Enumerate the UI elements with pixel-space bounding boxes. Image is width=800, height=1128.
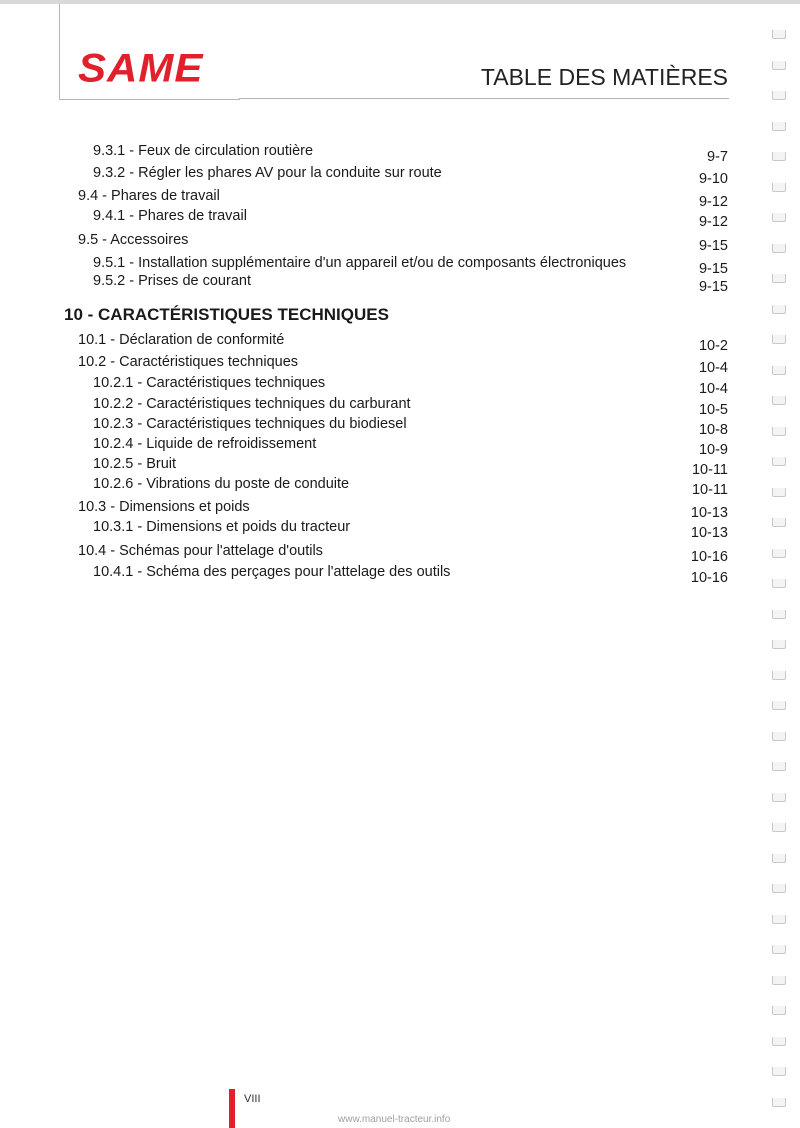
toc-entry-label: 10.2.6 - Vibrations du poste de conduite bbox=[93, 476, 350, 492]
toc-entry-label: 9.5 - Accessoires bbox=[78, 232, 189, 248]
toc-entry-page: 10-11 bbox=[691, 462, 728, 478]
binding-hole bbox=[772, 518, 786, 527]
binding-hole bbox=[772, 30, 786, 39]
binding-hole bbox=[772, 366, 786, 375]
binding-hole bbox=[772, 915, 786, 924]
binding-hole bbox=[772, 945, 786, 954]
footer-page-number: VIII bbox=[244, 1093, 261, 1105]
toc-entry-page: 10-4 bbox=[698, 360, 728, 376]
toc-entry[interactable] bbox=[0, 165, 800, 185]
binding-hole bbox=[772, 488, 786, 497]
toc-entry[interactable] bbox=[0, 232, 800, 252]
toc-entry[interactable] bbox=[0, 396, 800, 416]
binding-hole bbox=[772, 701, 786, 710]
binding-hole bbox=[772, 549, 786, 558]
toc-entry-page: 9-7 bbox=[707, 149, 728, 165]
toc-entry[interactable] bbox=[0, 208, 800, 228]
toc-entry-page: 10-16 bbox=[690, 549, 728, 565]
toc-entry-page: 9-12 bbox=[698, 194, 728, 210]
binding-hole bbox=[772, 854, 786, 863]
toc-entry[interactable] bbox=[0, 416, 800, 436]
toc-entry[interactable] bbox=[0, 436, 800, 456]
toc-entry-page: 10-13 bbox=[690, 505, 728, 521]
toc-entry-page: 9-15 bbox=[698, 261, 728, 277]
binding-hole bbox=[772, 1067, 786, 1076]
binding-hole bbox=[772, 793, 786, 802]
toc-entry-page: 9-10 bbox=[698, 171, 728, 187]
spiral-binding bbox=[772, 30, 788, 1110]
binding-hole bbox=[772, 610, 786, 619]
binding-hole bbox=[772, 274, 786, 283]
binding-hole bbox=[772, 884, 786, 893]
toc-entry-label: 9.5.2 - Prises de courant bbox=[93, 273, 251, 289]
toc-entry-label: 10.4.1 - Schéma des perçages pour l'attelage des outils bbox=[93, 564, 451, 580]
toc-entry-label: 10 - CARACTÉRISTIQUES TECHNIQUES bbox=[64, 305, 389, 324]
toc-entry[interactable] bbox=[0, 476, 800, 496]
binding-hole bbox=[772, 823, 786, 832]
toc-entry-page: 10-8 bbox=[698, 422, 728, 438]
binding-hole bbox=[772, 396, 786, 405]
toc-entry-label: 10.1 - Déclaration de conformité bbox=[78, 332, 285, 348]
binding-hole bbox=[772, 976, 786, 985]
toc-entry[interactable] bbox=[0, 332, 800, 352]
toc-entry[interactable] bbox=[0, 519, 800, 539]
toc-entry-label: 9.3.1 - Feux de circulation routière bbox=[93, 143, 314, 159]
toc-entry-label: 10.2.4 - Liquide de refroidissement bbox=[93, 436, 317, 452]
toc-entry[interactable] bbox=[0, 499, 800, 519]
binding-hole bbox=[772, 305, 786, 314]
toc-entry-page: 9-15 bbox=[698, 238, 728, 254]
toc-entry-page: 10-16 bbox=[690, 570, 728, 586]
binding-hole bbox=[772, 457, 786, 466]
binding-hole bbox=[772, 213, 786, 222]
toc-entry-label: 10.4 - Schémas pour l'attelage d'outils bbox=[78, 543, 323, 559]
footer-accent-bar bbox=[229, 1089, 235, 1128]
toc-entry[interactable] bbox=[0, 543, 800, 563]
binding-hole bbox=[772, 335, 786, 344]
toc-entry-label: 9.4 - Phares de travail bbox=[78, 188, 220, 204]
toc-chapter-heading[interactable] bbox=[0, 305, 800, 325]
toc-entry-label: 9.3.2 - Régler les phares AV pour la conduite sur route bbox=[93, 165, 442, 181]
toc-entry[interactable] bbox=[0, 273, 800, 293]
toc-entry-label: 10.3 - Dimensions et poids bbox=[78, 499, 250, 515]
toc-entry-label: 10.2.3 - Caractéristiques techniques du biodiesel bbox=[93, 416, 407, 432]
toc-entry-label: 10.3.1 - Dimensions et poids du tracteur bbox=[93, 519, 351, 535]
binding-hole bbox=[772, 122, 786, 131]
binding-hole bbox=[772, 244, 786, 253]
binding-hole bbox=[772, 1037, 786, 1046]
binding-hole bbox=[772, 762, 786, 771]
toc-entry[interactable] bbox=[0, 456, 800, 476]
toc-entry-page: 10-13 bbox=[690, 525, 728, 541]
toc-entry-page: 9-15 bbox=[698, 279, 728, 295]
binding-hole bbox=[772, 732, 786, 741]
binding-hole bbox=[772, 91, 786, 100]
binding-hole bbox=[772, 152, 786, 161]
binding-hole bbox=[772, 61, 786, 70]
toc-entry-label: 10.2.1 - Caractéristiques techniques bbox=[93, 375, 326, 391]
binding-hole bbox=[772, 427, 786, 436]
toc-entry-page: 10-9 bbox=[698, 442, 728, 458]
binding-hole bbox=[772, 1098, 786, 1107]
toc-entry[interactable] bbox=[0, 564, 800, 584]
toc-entry-page: 10-2 bbox=[698, 338, 728, 354]
binding-hole bbox=[772, 183, 786, 192]
toc-entry-page: 10-4 bbox=[698, 381, 728, 397]
binding-hole bbox=[772, 671, 786, 680]
binding-hole bbox=[772, 1006, 786, 1015]
binding-hole bbox=[772, 640, 786, 649]
same-logo: SAME bbox=[78, 45, 204, 90]
toc-entry-label: 9.5.1 - Installation supplémentaire d'un appareil et/ou de composants électroniques bbox=[93, 255, 627, 271]
toc-entry-page: 10-5 bbox=[698, 402, 728, 418]
toc-entry-label: 10.2.2 - Caractéristiques techniques du carburant bbox=[93, 396, 411, 412]
toc-entry-page: 9-12 bbox=[698, 214, 728, 230]
toc-entry[interactable] bbox=[0, 375, 800, 395]
watermark-url: www.manuel-tracteur.info bbox=[338, 1114, 451, 1125]
binding-hole bbox=[772, 579, 786, 588]
toc-entry[interactable] bbox=[0, 143, 800, 163]
toc-entry-label: 9.4.1 - Phares de travail bbox=[93, 208, 247, 224]
toc-entry[interactable] bbox=[0, 354, 800, 374]
toc-entry-page: 10-11 bbox=[691, 482, 728, 498]
header-divider bbox=[239, 98, 729, 99]
page-title: TABLE DES MATIÈRES bbox=[480, 64, 728, 90]
toc-entry-label: 10.2.5 - Bruit bbox=[93, 456, 177, 472]
toc-entry[interactable] bbox=[0, 255, 800, 275]
toc-entry-label: 10.2 - Caractéristiques techniques bbox=[78, 354, 299, 370]
toc-entry[interactable] bbox=[0, 188, 800, 208]
